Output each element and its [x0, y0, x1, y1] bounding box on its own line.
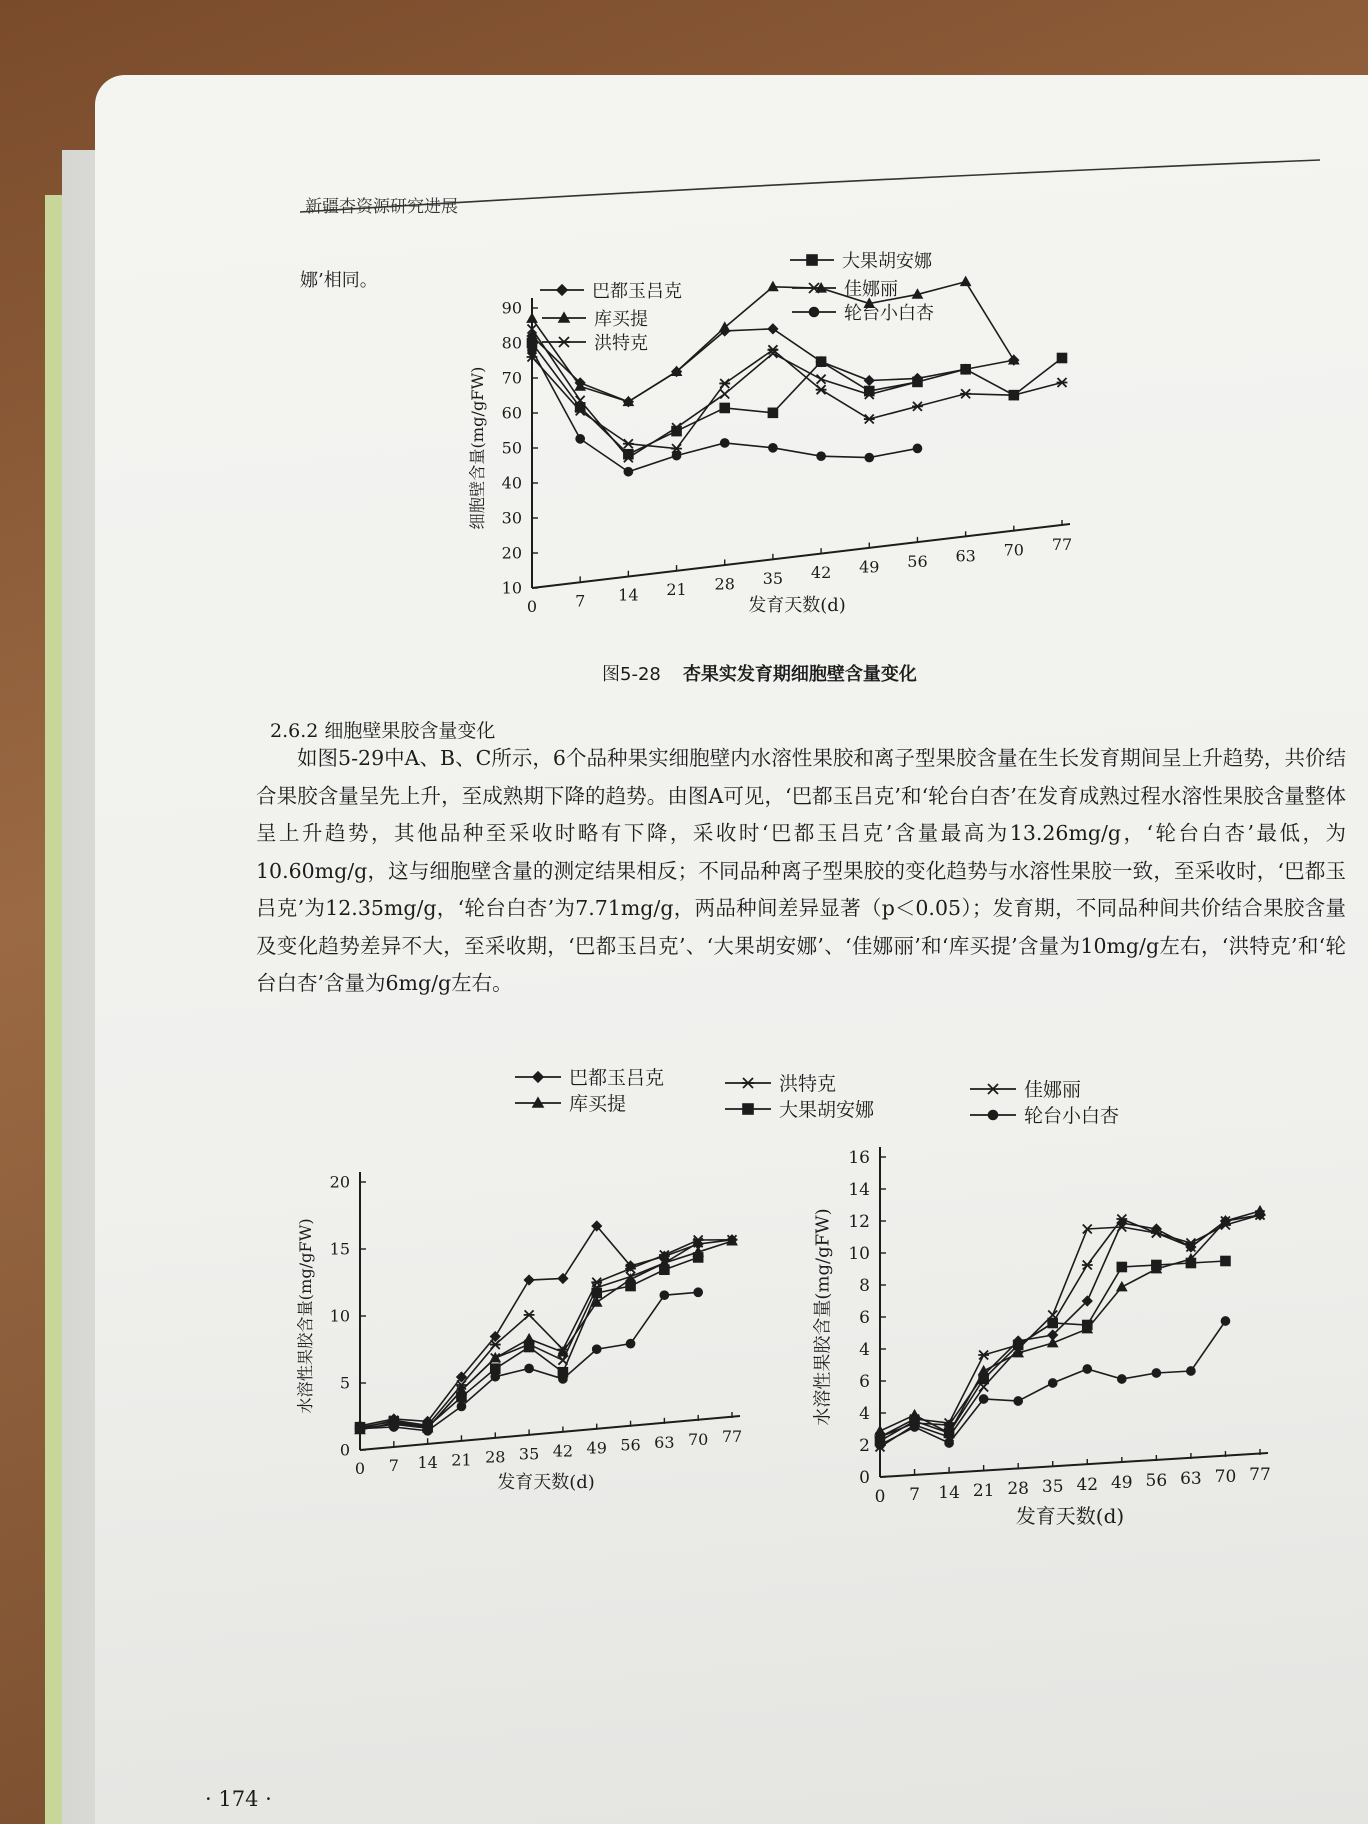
series-line: [880, 1215, 1260, 1437]
series-line: [880, 1215, 1260, 1437]
x-axis: [880, 1453, 1268, 1477]
data-point: [559, 1375, 567, 1383]
y-axis-label: 细胞壁含量(mg/gFW): [467, 366, 487, 530]
legend-entry: [515, 1093, 626, 1115]
continued-text: 娜’相同。: [300, 270, 378, 291]
legend-label: 大果胡安娜: [779, 1099, 875, 1122]
legend-entry: [542, 309, 648, 330]
data-point: [721, 439, 729, 447]
x-tick-label: 49: [1110, 1473, 1133, 1493]
y-tick-label: 50: [501, 438, 522, 458]
data-point: [1009, 391, 1018, 400]
series-line: [880, 1211, 1260, 1433]
data-point: [817, 452, 825, 460]
figure-caption-text: 杏果实发育期细胞壁含量变化: [682, 664, 917, 685]
x-tick-label: 42: [552, 1441, 574, 1461]
y-tick-label: 6: [859, 1371, 870, 1392]
data-point: [945, 1439, 953, 1447]
x-tick-label: 28: [714, 574, 735, 594]
x-axis-label: 发育天数(d): [748, 595, 846, 616]
data-point: [961, 365, 970, 374]
data-point: [1083, 1321, 1092, 1330]
data-point: [865, 453, 873, 461]
legend-marker: [989, 1111, 998, 1120]
data-point: [1048, 1339, 1057, 1347]
legend-entry: [725, 1099, 874, 1121]
x-tick-label: 77: [1249, 1465, 1271, 1485]
data-point: [864, 415, 875, 424]
x-tick-label: 63: [654, 1432, 675, 1452]
paragraph-text: 如图5-29中A、B、C所示，6个品种果实细胞壁内水溶性果胶和离子型果胶含量在生长发育期间呈上升趋势，共价结合果胶含量呈先上升，至成熟期下降的趋势。由图A可见，‘巴都玉吕克’和‘轮台白杏’在发育成熟过程水溶性果胶含量整体呈上升趋势，其他品种至采收时略有下降，采收时‘巴都玉吕克’含量最高为13.26mg/g，‘轮台白杏’最低，为10.60mg/g，这与细胞壁含量的测定结果相反；不同品种离子型果胶的变化趋势与水溶性果胶一致，至采收时，‘巴都玉吕克’为12.35mg/g，‘轮台白杏’为7.71mg/g，两品种间差异显著（p＜0.05）；发育期，不同品种间共价结合果胶含量及变化趋势差异不大，至采收期，‘巴都玉吕克’、‘大果胡安娜’、‘佳娜丽’和‘库买提’含量为10mg/g左右，‘洪特克’和‘轮台白杏’含量为6mg/g左右。: [256, 746, 1346, 995]
data-point: [623, 439, 634, 448]
x-tick-label: 70: [1214, 1467, 1237, 1487]
data-point: [910, 1423, 918, 1431]
data-point: [768, 324, 777, 333]
legend-label: 库买提: [594, 308, 648, 330]
figure-caption: [602, 660, 917, 686]
data-point: [817, 357, 826, 366]
data-point: [1049, 1379, 1057, 1387]
x-axis-label: 发育天数(d): [1015, 1504, 1125, 1528]
data-point: [1082, 1261, 1093, 1270]
legend-entry: [970, 1079, 1081, 1101]
data-point: [528, 314, 537, 322]
legend-entry: [515, 1067, 664, 1089]
y-tick-label: 15: [329, 1239, 350, 1259]
data-point: [558, 1274, 567, 1283]
data-point: [491, 1373, 499, 1381]
x-tick-label: 42: [810, 563, 832, 583]
legend-marker: [810, 308, 819, 317]
data-point: [558, 1356, 567, 1365]
data-point: [524, 1310, 535, 1319]
data-point: [769, 444, 777, 452]
legend-entry: [542, 333, 648, 354]
data-point: [1118, 1375, 1126, 1383]
series-line: [360, 1241, 732, 1430]
data-point: [1117, 1283, 1126, 1291]
data-point: [626, 1340, 634, 1348]
data-point: [1083, 1365, 1091, 1373]
x-tick-label: 7: [388, 1456, 399, 1476]
x-tick-label: 56: [1145, 1471, 1168, 1491]
x-tick-label: 7: [575, 591, 586, 611]
data-point: [525, 1364, 533, 1372]
legend-label: 巴都玉吕克: [569, 1067, 665, 1090]
figure-number: 图5-28: [602, 664, 661, 685]
x-tick-label: 21: [972, 1481, 995, 1501]
legend-label: 洪特克: [779, 1073, 837, 1096]
data-point: [694, 1253, 703, 1262]
data-point: [912, 402, 923, 411]
legend-marker: [533, 1072, 543, 1082]
data-point: [491, 1364, 500, 1373]
y-tick-label: 20: [329, 1172, 350, 1192]
x-tick-label: 77: [721, 1427, 742, 1446]
series-line: [880, 1215, 1260, 1447]
legend-entry: [790, 251, 932, 272]
x-tick-label: 35: [518, 1444, 540, 1464]
x-tick-label: 21: [451, 1450, 472, 1470]
data-point: [1058, 354, 1067, 363]
legend-label: 轮台小白杏: [1024, 1105, 1120, 1128]
data-point: [591, 1278, 602, 1287]
x-tick-label: 49: [859, 557, 880, 577]
legend-entry: [725, 1073, 836, 1095]
x-tick-label: 0: [874, 1487, 886, 1507]
y-tick-label: 0: [339, 1440, 350, 1460]
data-point: [1256, 1207, 1265, 1215]
data-point: [1187, 1367, 1195, 1375]
y-tick-label: 30: [501, 508, 522, 528]
y-tick-label: 10: [848, 1243, 870, 1264]
figure-5-29b-chart: [780, 1125, 1300, 1600]
y-tick-label: 20: [501, 543, 522, 563]
data-point: [1186, 1259, 1195, 1268]
legend-marker: [558, 337, 570, 347]
data-point: [1014, 1397, 1022, 1405]
data-point: [876, 1441, 884, 1449]
x-tick-label: 42: [1076, 1475, 1099, 1495]
data-point: [528, 346, 536, 354]
data-point: [424, 1427, 432, 1435]
data-point: [768, 282, 777, 290]
x-tick-label: 77: [1051, 535, 1073, 554]
figure-5-29-legend: [500, 1055, 1220, 1135]
body-paragraph: [256, 740, 1346, 1003]
data-point: [672, 452, 680, 460]
header-rule: [300, 150, 1320, 230]
legend-label: 巴都玉吕克: [592, 280, 682, 302]
y-tick-label: 4: [859, 1339, 870, 1360]
running-header: 新疆杏资源研究进展: [305, 197, 458, 217]
data-point: [1152, 1369, 1160, 1377]
data-point: [720, 389, 729, 398]
data-point: [1221, 1257, 1230, 1266]
x-tick-label: 0: [526, 597, 538, 616]
y-axis-label: 水溶性果胶含量(mg/gFW): [295, 1218, 315, 1414]
x-tick-label: 14: [417, 1453, 438, 1473]
legend-entry: [792, 303, 934, 324]
legend-marker: [742, 1078, 754, 1088]
series-line: [880, 1261, 1225, 1441]
data-point: [720, 403, 729, 412]
data-point: [593, 1345, 601, 1353]
x-tick-label: 56: [907, 551, 928, 571]
x-tick-label: 7: [909, 1485, 920, 1505]
y-tick-label: 10: [501, 578, 522, 598]
data-point: [390, 1423, 398, 1431]
y-tick-label: 12: [848, 1211, 870, 1232]
x-tick-label: 14: [938, 1483, 960, 1503]
data-point: [979, 1375, 988, 1384]
y-tick-label: 80: [501, 333, 522, 353]
data-point: [960, 389, 971, 398]
data-point: [356, 1425, 364, 1433]
legend-label: 佳娜丽: [844, 278, 898, 300]
x-tick-label: 70: [688, 1429, 709, 1449]
data-point: [1048, 1319, 1057, 1328]
data-point: [525, 1276, 534, 1285]
legend-marker: [743, 1104, 753, 1114]
data-point: [1221, 1317, 1229, 1325]
data-point: [816, 385, 827, 394]
data-point: [624, 397, 633, 405]
data-point: [719, 379, 730, 388]
y-tick-label: 16: [848, 1147, 870, 1168]
x-tick-label: 14: [618, 585, 639, 605]
x-axis: [532, 524, 1073, 588]
legend-label: 洪特克: [594, 332, 648, 354]
data-point: [576, 435, 584, 443]
y-tick-label: 90: [501, 298, 522, 318]
data-point: [660, 1291, 668, 1299]
x-tick-label: 28: [1007, 1479, 1030, 1499]
x-tick-label: 35: [1041, 1477, 1064, 1497]
y-tick-label: 6: [859, 1307, 870, 1328]
data-point: [1009, 356, 1018, 364]
section-heading: 2.6.2 细胞壁果胶含量变化: [270, 720, 496, 742]
x-tick-label: 70: [1003, 540, 1024, 560]
data-point: [961, 277, 970, 285]
x-tick-label: 63: [1180, 1469, 1202, 1489]
data-point: [694, 1288, 702, 1296]
x-tick-label: 28: [485, 1447, 506, 1467]
data-point: [457, 1402, 465, 1410]
data-point: [913, 444, 921, 452]
legend-entry: [792, 279, 898, 300]
legend-label: 轮台小白杏: [844, 302, 934, 324]
y-tick-label: 5: [339, 1373, 350, 1393]
legend-entry: [970, 1105, 1119, 1127]
y-tick-label: 70: [501, 368, 522, 388]
data-point: [626, 1282, 635, 1291]
legend-marker: [807, 255, 817, 265]
y-tick-label: 2: [859, 1435, 870, 1456]
data-point: [768, 408, 777, 417]
data-point: [865, 376, 874, 385]
legend-entry: [540, 281, 682, 302]
data-point: [978, 1351, 989, 1360]
y-tick-label: 40: [501, 473, 522, 493]
data-point: [817, 375, 826, 384]
y-tick-label: 4: [859, 1403, 870, 1424]
data-point: [624, 468, 632, 476]
legend-marker: [557, 285, 567, 295]
series-line: [360, 1292, 698, 1431]
y-tick-label: 60: [501, 403, 522, 423]
legend-label: 库买提: [569, 1093, 627, 1116]
x-tick-label: 56: [620, 1435, 641, 1455]
x-tick-label: 49: [586, 1438, 607, 1458]
y-tick-label: 10: [329, 1306, 350, 1326]
legend-label: 佳娜丽: [1024, 1079, 1082, 1102]
figure-5-29a-chart: [262, 1150, 742, 1530]
y-tick-label: 8: [859, 1275, 870, 1296]
x-axis-label: 发育天数(d): [497, 1472, 595, 1493]
y-axis-label: 水溶性果胶含量(mg/gFW): [812, 1208, 834, 1426]
data-point: [1152, 1261, 1161, 1270]
data-point: [1117, 1263, 1126, 1272]
x-tick-label: 0: [354, 1459, 366, 1478]
data-point: [980, 1395, 988, 1403]
x-tick-label: 35: [762, 568, 784, 588]
page-number: · 174 ·: [205, 1787, 272, 1811]
data-point: [979, 1367, 988, 1375]
figure-5-28-chart: [420, 230, 1200, 650]
data-point: [913, 290, 922, 298]
x-tick-label: 21: [666, 580, 687, 600]
legend-label: 大果胡安娜: [842, 250, 932, 272]
series-line: [532, 350, 1062, 449]
x-tick-label: 63: [955, 546, 976, 566]
data-point: [1057, 378, 1068, 387]
y-tick-label: 14: [848, 1179, 870, 1200]
series-line: [360, 1240, 732, 1429]
y-tick-label: 0: [859, 1467, 870, 1488]
